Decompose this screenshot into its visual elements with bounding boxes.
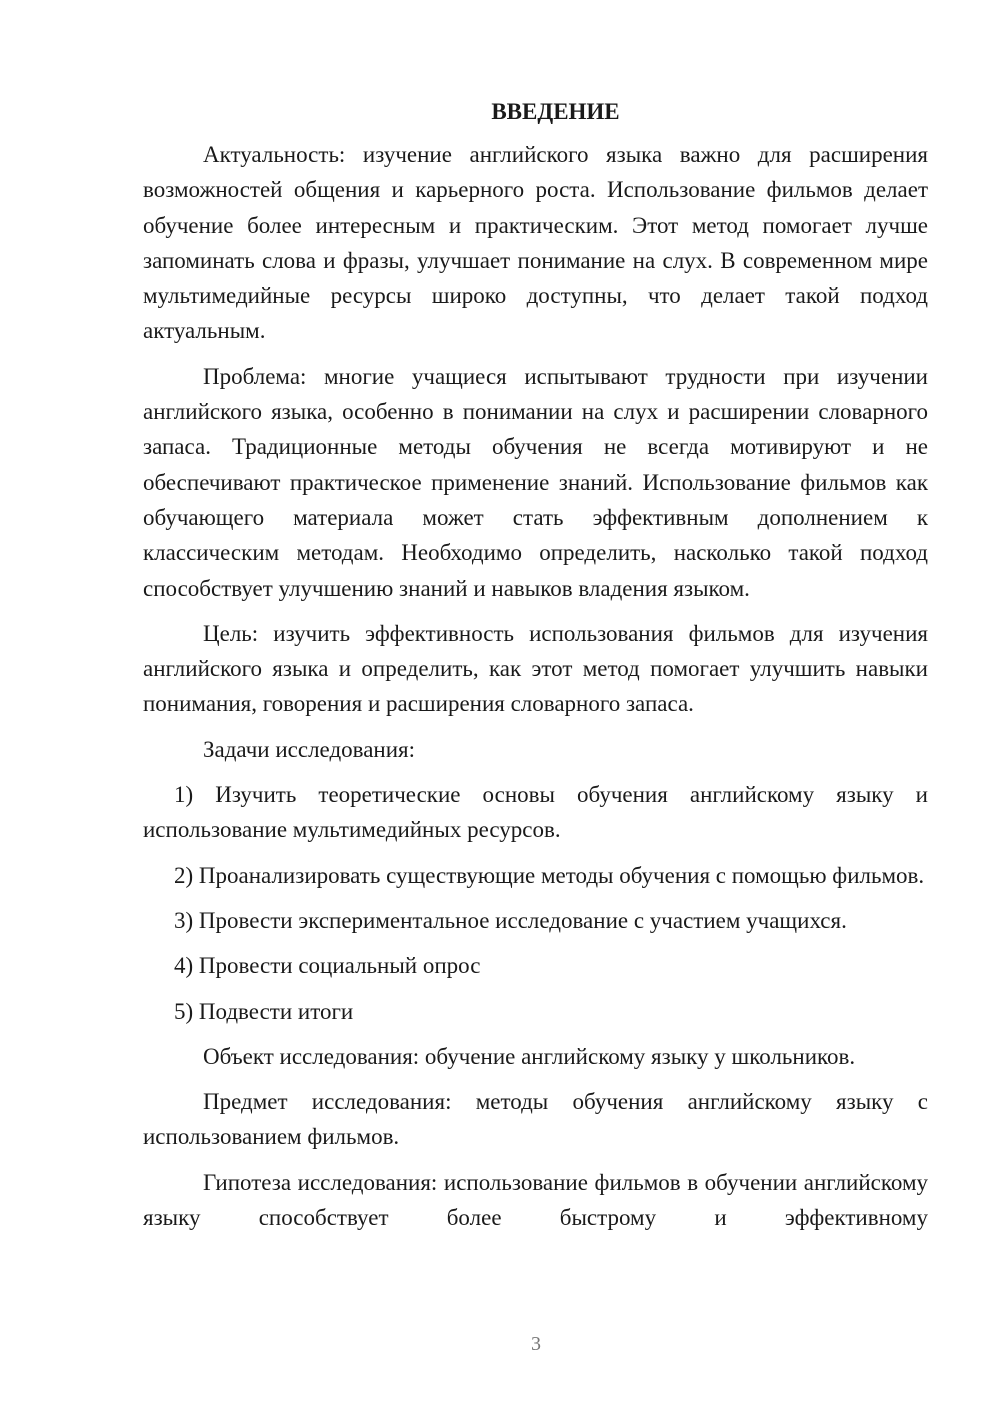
relevance-paragraph: Актуальность: изучение английского языка важно для расширения возможностей общения и карьерного роста. Использование фильмов делает обучение более интересным и практическим. Этот метод помогает лучше запоминать слова и фразы, улучшает понимание на слух. В современном мире мультимедийные ресурсы широко доступны, что делает такой подход актуальным. [143,142,928,344]
task-item: 1) Изучить теоретические основы обучения английскому языку и использование мультимедийных ресурсов. [143,782,928,843]
task-item: 2) Проанализировать существующие методы обучения с помощью фильмов. [174,862,925,888]
page-number: 3 [531,1333,541,1355]
tasks-title: Задачи исследования: [203,736,416,762]
section-heading: ВВЕДЕНИЕ [491,99,620,124]
goal-paragraph: Цель: изучить эффективность использования фильмов для изучения английского языка и определить, как этот метод помогает улучшить навыки понимания, говорения и расширения словарного запаса. [143,620,928,717]
task-item: 4) Провести социальный опрос [174,953,481,979]
subject-paragraph: Предмет исследования: методы обучения английскому языку с использованием фильмов. [143,1089,928,1150]
tasks-list [143,777,928,1029]
hypothesis-paragraph: Гипотеза исследования: использование фильмов в обучении английскому языку способствует более быстрому и эффективному [143,1169,928,1231]
object-paragraph: Объект исследования: обучение английскому языку у школьников. [203,1043,856,1069]
task-item: 3) Провести экспериментальное исследование с участием учащихся. [174,907,847,933]
problem-paragraph: Проблема: многие учащиеся испытывают трудности при изучении английского языка, особенно в понимании на слух и расширении словарного запаса. Традиционные методы обучения не всегда мотивируют и не обеспечивают практическое применение знаний. Использование фильмов как обучающего материала может стать эффективным дополнением к классическим методам. Необходимо определить, насколько такой подход способствует улучшению знаний и навыков владения языком. [143,363,928,601]
page-content [143,94,928,1245]
task-item: 5) Подвести итоги [174,998,354,1024]
